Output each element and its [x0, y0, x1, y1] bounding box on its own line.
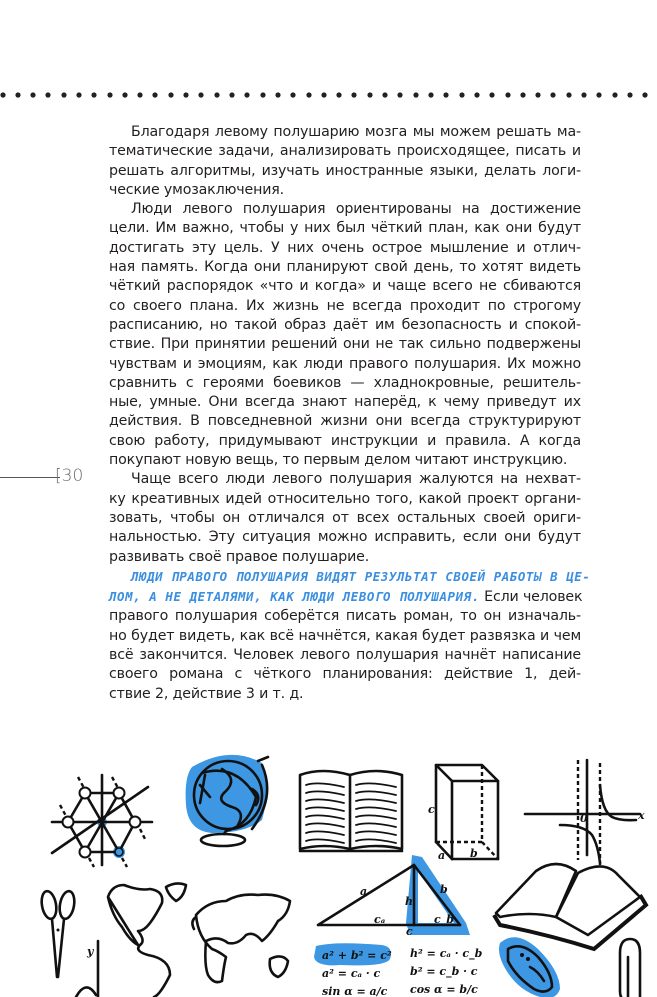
page-number: [30 — [55, 466, 84, 486]
svg-text:b: b — [470, 847, 478, 860]
paragraph-2 — [109, 200, 581, 470]
text-line: цели. Им важно, чтобы у них был чёткий план, как они будут — [109, 220, 581, 237]
paragraph-4 — [109, 567, 591, 704]
text-line: своего романа с чёткого планирования: действие 1, дей- — [109, 666, 581, 683]
rectangular-prism-icon — [428, 765, 498, 862]
text-line: покупают новую вещь, то первым делом читают инструкцию. — [109, 452, 568, 469]
text-line: со своего плана. Их жизнь не всегда проходит по строгому — [109, 297, 581, 314]
text-fragment: Если человек — [484, 589, 583, 606]
page-number-rule — [0, 477, 60, 478]
text-line: зовать, чтобы он отличался от всех остальных своей ориги- — [109, 509, 581, 526]
text-line: ческие умозаключения. — [109, 181, 285, 198]
text-line: ная память. Когда они планируют свой день, то хотят видеть — [109, 259, 581, 276]
text-line: ствие 2, действие 3 и т. д. — [109, 685, 304, 702]
text-line: чёткий распорядок «что и когда» и чаще всего не сбиваются — [109, 278, 581, 295]
svg-text:c: c — [406, 925, 413, 938]
hyperbola-graph-icon — [525, 760, 645, 865]
text-line: Люди левого полушария ориентированы на достижение — [131, 201, 581, 218]
svg-text:a: a — [438, 849, 446, 862]
text-line: тематические задачи, анализировать происходящее, писать и — [109, 143, 581, 160]
text-line: Чаще всего люди левого полушария жалуются на нехват- — [131, 471, 581, 488]
svg-text:c_b: c_b — [434, 913, 454, 926]
globe-icon — [186, 755, 268, 846]
right-triangle-icon — [314, 855, 483, 997]
highlighted-statement: ЛЮДИ ПРАВОГО ПОЛУШАРИЯ ВИДЯТ РЕЗУЛЬТАТ СВОЕЙ РАБОТЫ В ЦЕ- — [131, 568, 591, 584]
text-line: ку креативных идей относительно того, какой проект органи- — [109, 490, 581, 507]
text-line: чувствам и эмоциям, как люди правого полушария. Их можно — [109, 355, 581, 372]
scissors-icon — [40, 890, 77, 977]
formula-leg-a: a² = cₐ · c — [322, 967, 381, 980]
text-line: достигать эту цель. У них очень острое мышление и отлич- — [109, 239, 581, 256]
text-line: правого полушария соберётся писать роман, то он изначаль- — [109, 608, 581, 625]
svg-text:0: 0 — [580, 812, 588, 825]
svg-text:b: b — [440, 883, 448, 896]
paragraph-1 — [109, 123, 581, 200]
text-line: ные, умные. Они всегда знают наперёд, к чему приведут их — [109, 394, 581, 411]
paperclip-icon — [620, 939, 640, 997]
formula-pythagoras: a² + b² = c² — [322, 949, 392, 962]
formula-height: h² = cₐ · c_b — [410, 947, 483, 960]
open-book-angled-icon — [494, 864, 646, 949]
hexagon-graph-icon — [52, 775, 152, 867]
open-book-icon — [300, 771, 402, 851]
svg-text:a: a — [360, 885, 368, 898]
dotted-divider — [0, 91, 657, 99]
text-line: решать алгоритмы, изучать иностранные языки, делать логи- — [109, 162, 581, 179]
svg-text:y: y — [87, 945, 94, 958]
doodle-illustrations — [0, 745, 657, 997]
formula-cosine: cos α = b/c — [410, 983, 478, 996]
text-line: нальностью. Эту ситуация можно исправить, если они будут — [109, 529, 581, 546]
page-number-value: 30 — [61, 466, 84, 486]
text-line — [109, 587, 581, 607]
prism-label-c: c — [428, 803, 435, 816]
text-line: свою работу, придумывают инструкции и правила. А когда — [109, 432, 581, 449]
world-map-icon — [108, 883, 290, 997]
formula-sine: sin α = a/c — [322, 985, 388, 997]
svg-text:x: x — [638, 809, 645, 822]
text-line: но будет видеть, как всё начнётся, какая будет развязка и чем — [109, 627, 581, 644]
text-line: всё закончится. Человек левого полушария начнёт написание — [109, 647, 581, 664]
text-line: развивать своё правое полушарие. — [109, 548, 370, 565]
formula-leg-b: b² = c_b · c — [410, 965, 478, 978]
paramecium-icon — [499, 937, 560, 997]
body-text — [109, 123, 591, 704]
page-number-marker — [0, 466, 90, 490]
paragraph-3 — [109, 470, 581, 566]
text-line — [109, 567, 591, 587]
parabola-graph-icon — [76, 941, 98, 997]
text-line: ствие. При принятии решений они не так сильно подвержены — [109, 336, 581, 353]
text-line: действия. В повседневной жизни они всегда структурируют — [109, 413, 581, 430]
highlighted-statement: ЛОМ, А НЕ ДЕТАЛЯМИ, КАК ЛЮДИ ЛЕВОГО ПОЛУШАРИЯ. — [109, 589, 480, 605]
text-line: Благодаря левому полушарию мозга мы можем решать ма- — [131, 124, 581, 140]
svg-text:h: h — [405, 895, 413, 908]
text-line: расписанию, но такой образ даёт им безопасность и спокой- — [109, 316, 581, 333]
text-line: сравнить с героями боевиков — хладнокровные, решитель- — [109, 374, 581, 391]
svg-text:cₐ: cₐ — [374, 913, 386, 926]
